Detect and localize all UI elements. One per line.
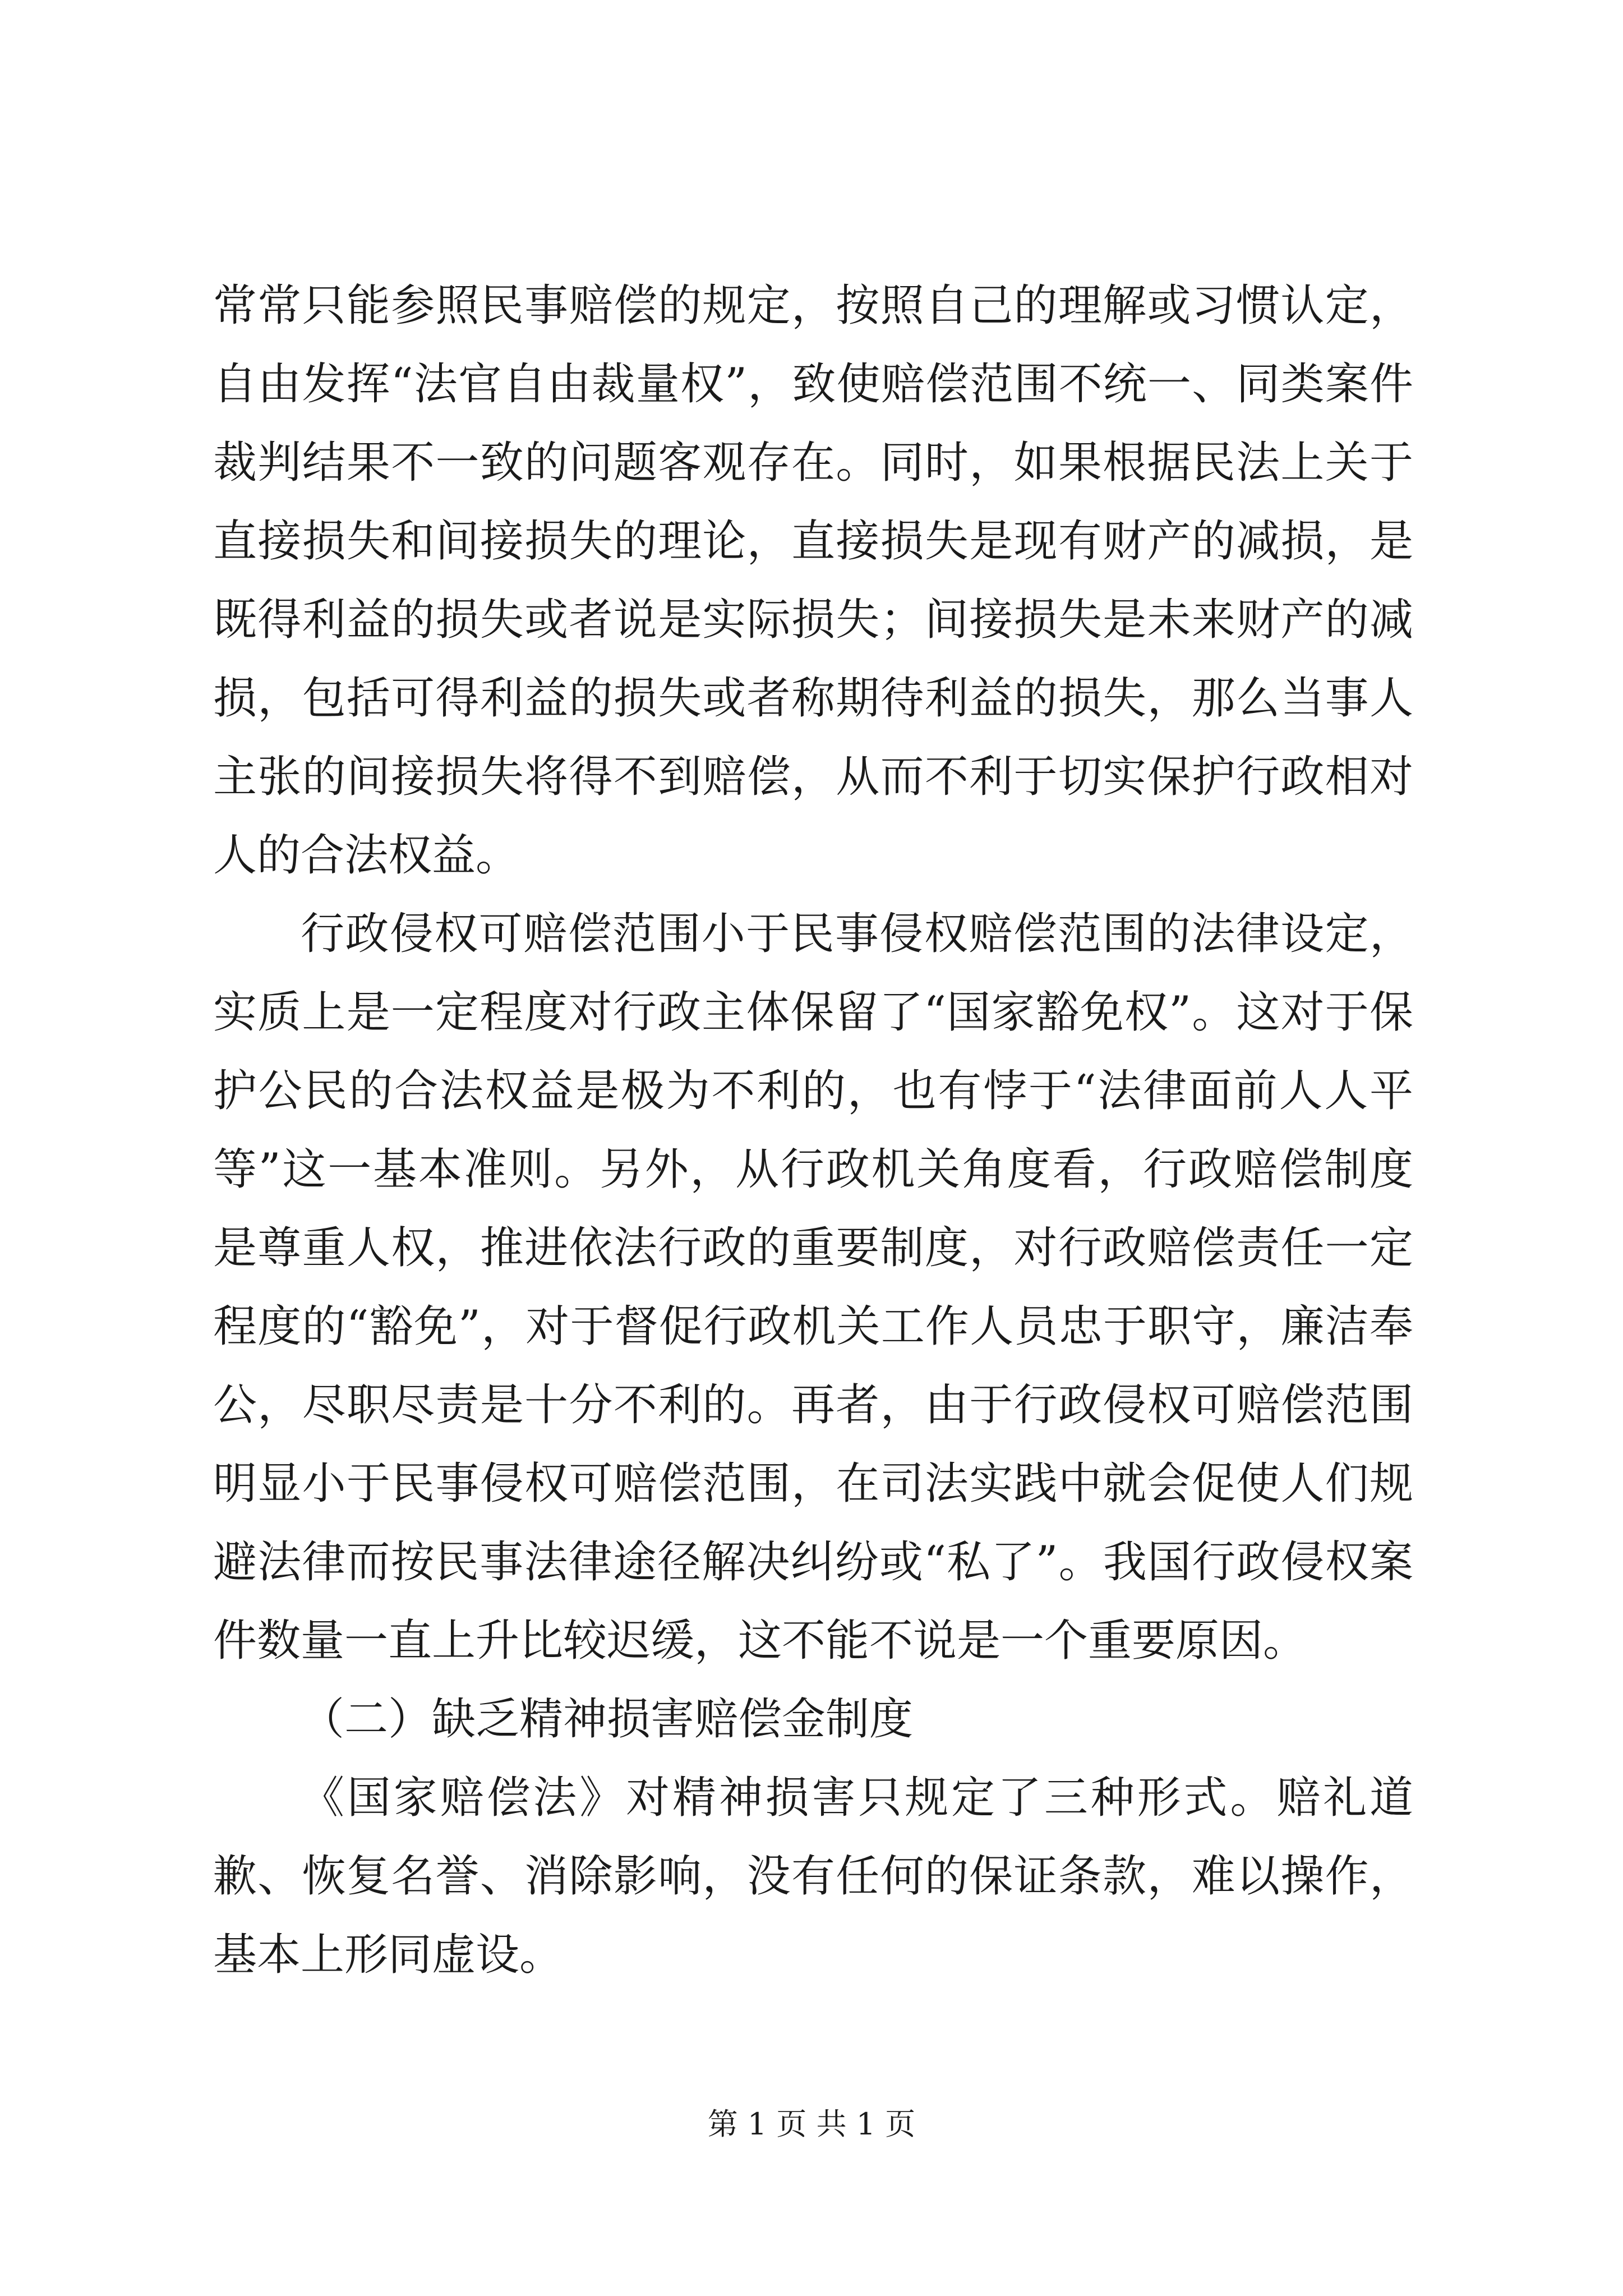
paragraph-continuation: 常常只能参照民事赔偿的规定，按照自己的理解或习惯认定，自由发挥“法官自由裁量权”，致使赔偿范围不统一、同类案件裁判结果不一致的问题客观存在。同时，如果根据民法上关于直接损失和间接损失的理论，直接损失是现有财产的减损，是既得利益的损失或者说是实际损失；间接损失是未来财产的减损，包括可得利益的损失或者称期待利益的损失，那么当事人主张的间接损失将得不到赔偿，从而不利于切实保护行政相对人的合法权益。 (213, 280, 1413, 881)
paragraph-administrative-tort-scope: 行政侵权可赔偿范围小于民事侵权赔偿范围的法律设定，实质上是一定程度对行政主体保留了“国家豁免权”。这对于保护公民的合法权益是极为不利的，也有悖于“法律面前人人平等”这一基本准则。另外，从行政机关角度看，行政赔偿制度是尊重人权，推进依法行政的重要制度，对行政赔偿责任一定程度的“豁免”，对于督促行政机关工作人员忠于职守，廉洁奉公，尽职尽责是十分不利的。再者，由于行政侵权可赔偿范围明显小于民事侵权可赔偿范围，在司法实践中就会促使人们规避法律而按民事法律途径解决纠纷或“私了”。我国行政侵权案件数量一直上升比较迟缓，这不能不说是一个重要原因。 (213, 909, 1413, 1666)
document-body (213, 266, 1413, 1994)
section-heading: （二）缺乏精神损害赔偿金制度 (301, 1694, 914, 1745)
paragraph-mental-damage: 《国家赔偿法》对精神损害只规定了三种形式。赔礼道歉、恢复名誉、消除影响，没有任何的保证条款，难以操作，基本上形同虚设。 (213, 1773, 1413, 1980)
page-number-footer: 第 1 页 共 1 页 (707, 2106, 916, 2142)
